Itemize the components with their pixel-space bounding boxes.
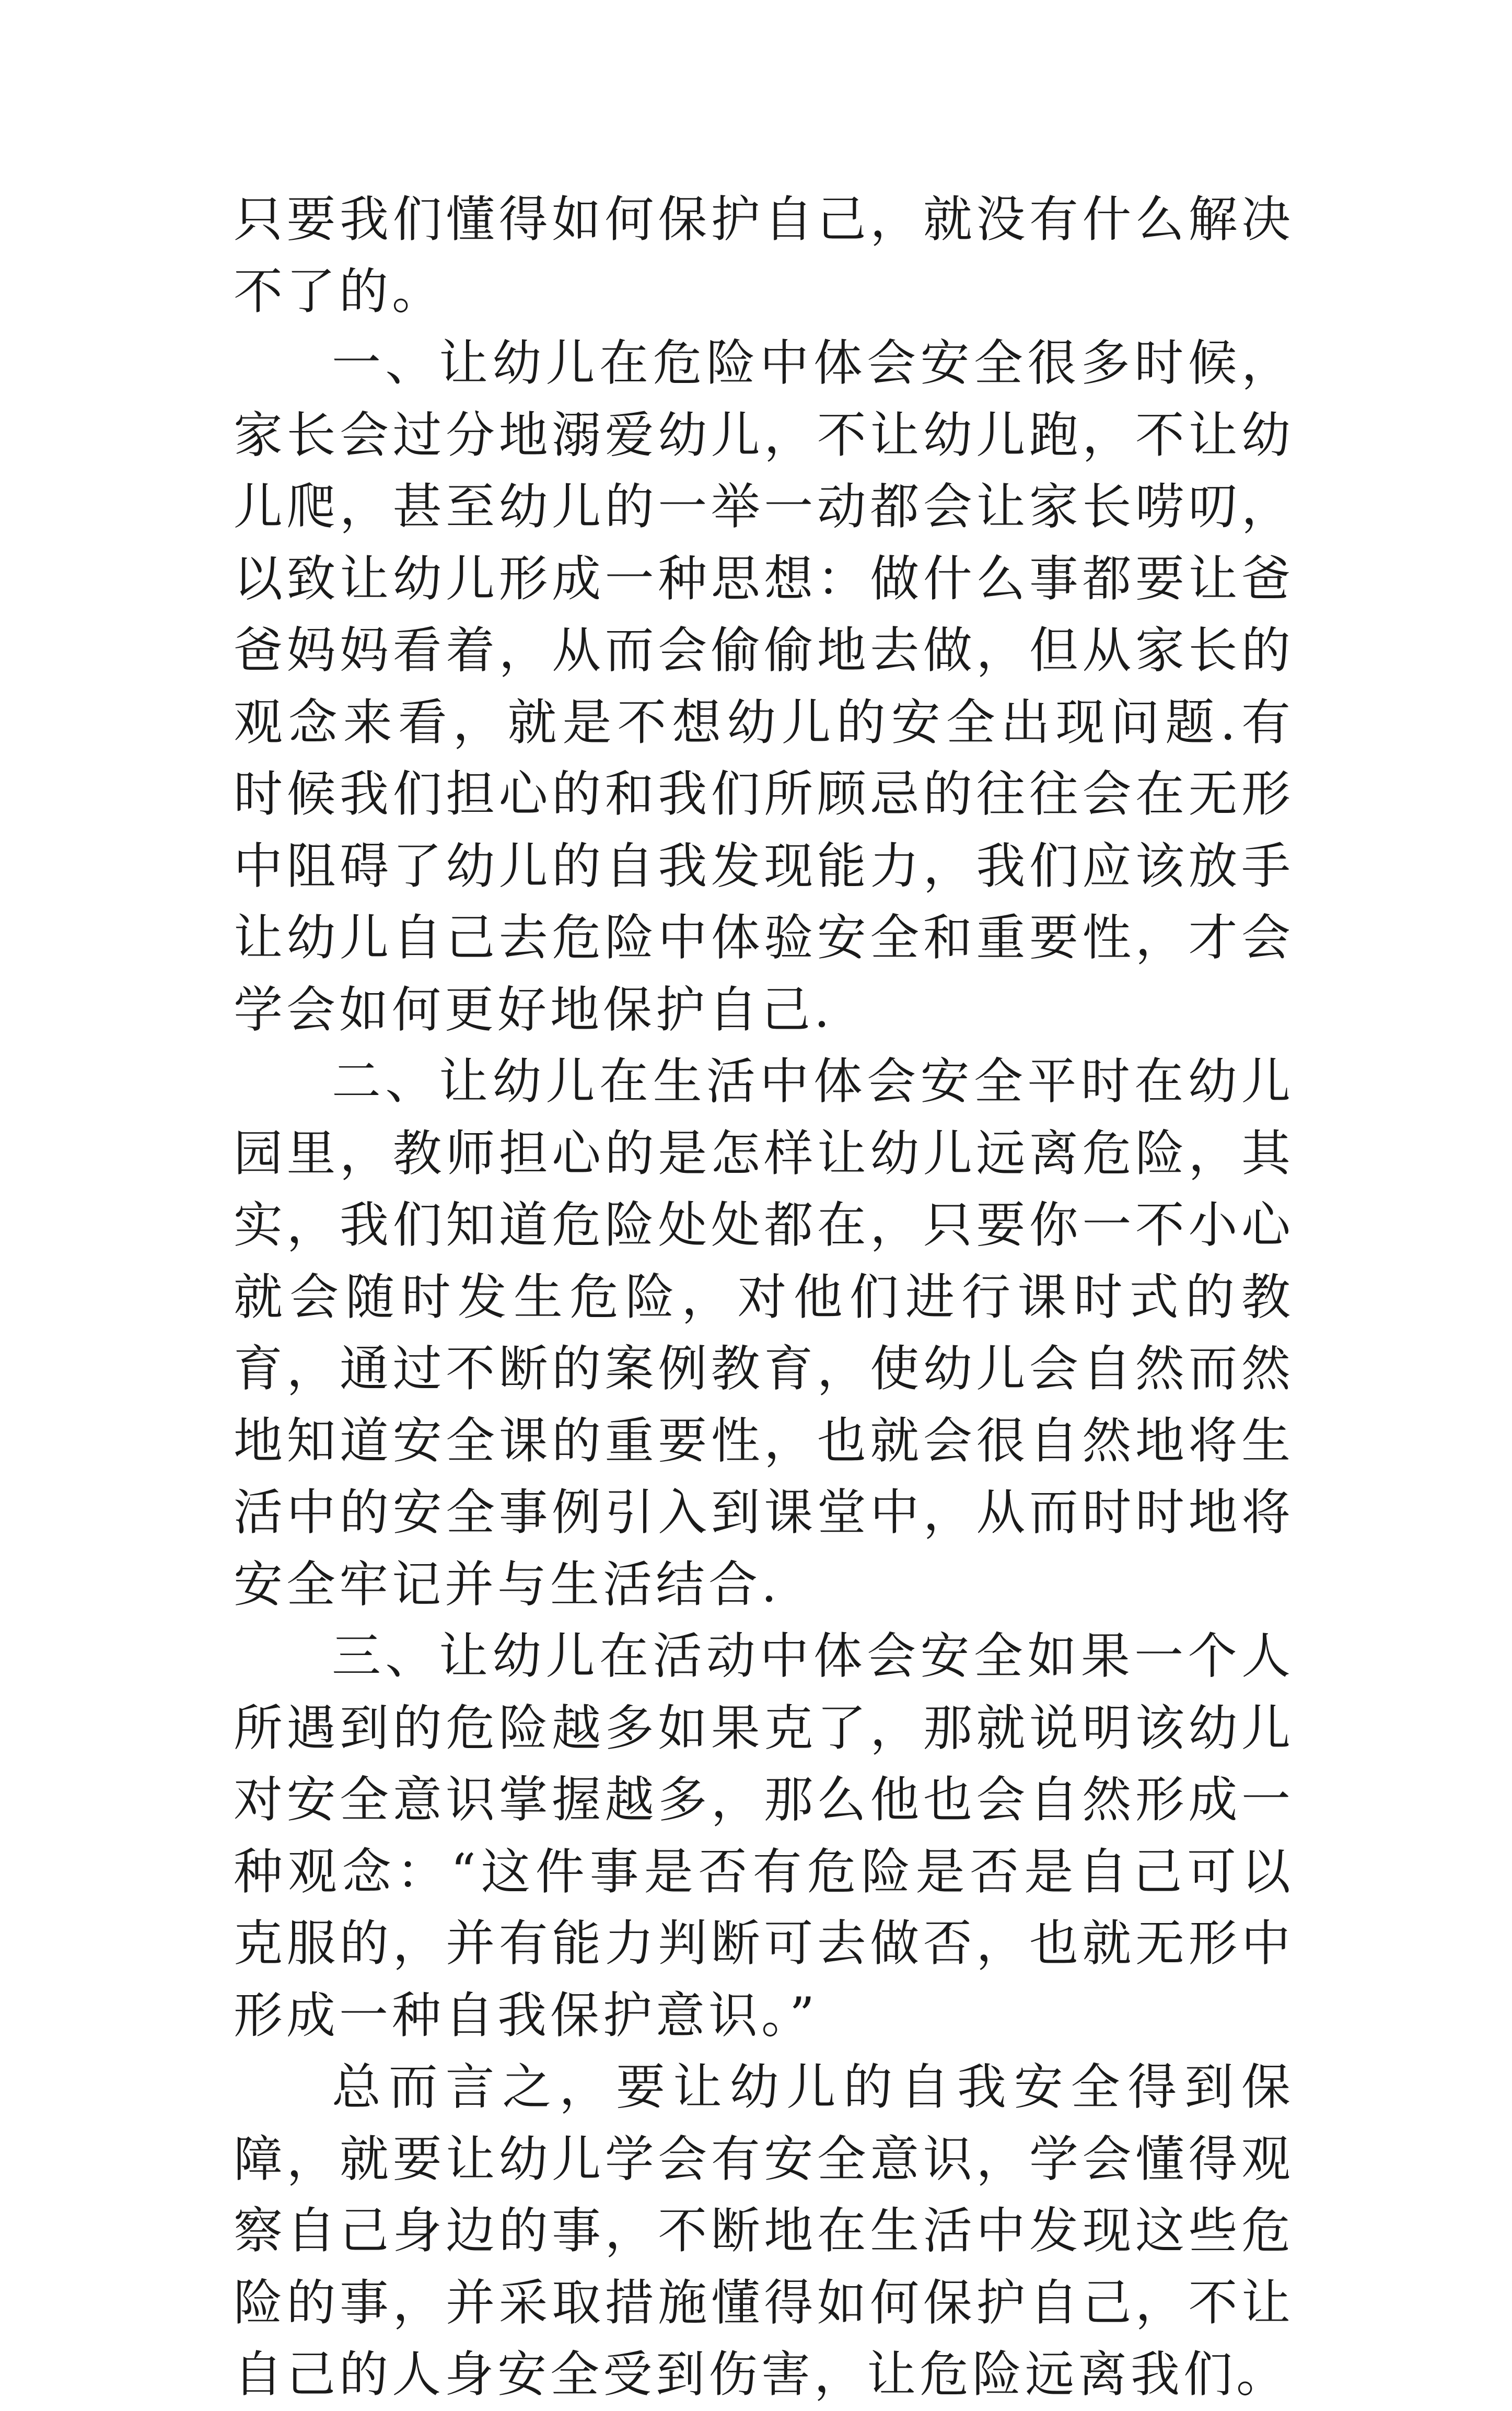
paragraph-section-one: 一、让幼儿在危险中体会安全很多时候，家长会过分地溺爱幼儿，不让幼儿跑，不让幼儿爬，甚至幼儿的一举一动都会让家长唠叨，以致让幼儿形成一种思想：做什么事都要让爸爸妈妈看着，从而会偷偷地去做，但从家长的观念来看，就是不想幼儿的安全出现问题.有时候我们担心的和我们所顾忌的往往会在无形中阻碍了幼儿的自我发现能力，我们应该放手让幼儿自己去危险中体验安全和重要性，才会学会如何更好地保护自己.	[234, 335, 1294, 1039]
body-text	[234, 184, 1294, 2411]
paragraph-intro-tail: 只要我们懂得如何保护自己，就没有什么解决不了的。	[234, 191, 1294, 320]
paragraph-section-three: 三、让幼儿在活动中体会安全如果一个人所遇到的危险越多如果克了，那就说明该幼儿对安全意识掌握越多，那么他也会自然形成一种观念：“这件事是否有危险是否是自己可以克服的，并有能力判断可去做否，也就无形中形成一种自我保护意识。”	[234, 1628, 1294, 2044]
paragraph-section-two: 二、让幼儿在生活中体会安全平时在幼儿园里，教师担心的是怎样让幼儿远离危险，其实，我们知道危险处处都在，只要你一不小心就会随时发生危险，对他们进行课时式的教育，通过不断的案例教育，使幼儿会自然而然地知道安全课的重要性，也就会很自然地将生活中的安全事例引入到课堂中，从而时时地将安全牢记并与生活结合.	[234, 1053, 1294, 1613]
paragraph-conclusion: 总而言之，要让幼儿的自我安全得到保障，就要让幼儿学会有安全意识，学会懂得观察自己身边的事，不断地在生活中发现这些危险的事，并采取措施懂得如何保护自己，不让自己的人身安全受到伤害，让危险远离我们。	[234, 2059, 1294, 2403]
